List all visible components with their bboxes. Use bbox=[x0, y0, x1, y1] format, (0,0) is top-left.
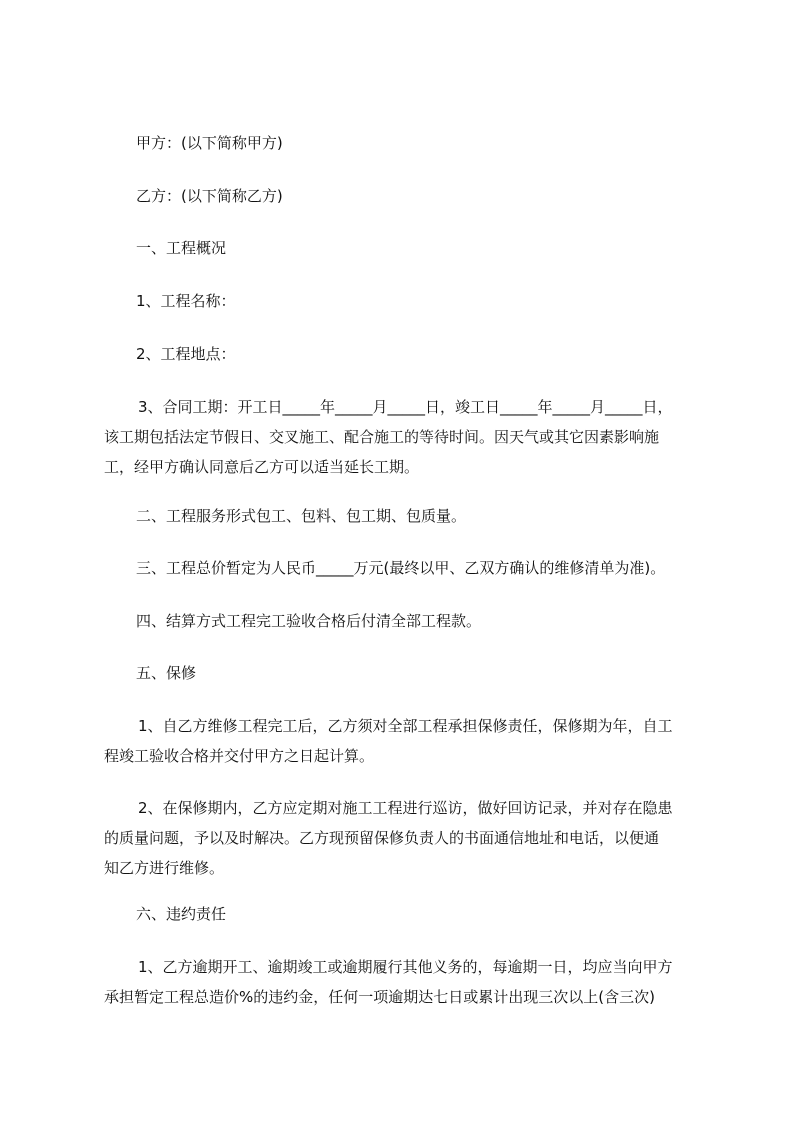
paragraph-line: 1、乙方逾期开工、逾期竣工或逾期履行其他义务的，每逾期一日，均应当向甲方 bbox=[138, 958, 673, 976]
paragraph-line: 知乙方进行维修。 bbox=[104, 859, 225, 877]
paragraph-line: 1、自乙方维修工程完工后，乙方须对全部工程承担保修责任，保修期为年，自工 bbox=[138, 717, 673, 735]
warranty-item-2 bbox=[104, 793, 704, 883]
section-1-title: 一、工程概况 bbox=[136, 239, 227, 257]
section-4-settlement: 四、结算方式工程完工验收合格后付清全部工程款。 bbox=[136, 612, 482, 630]
section-3-total-price: 三、工程总价暂定为人民币_____万元(最终以甲、乙双方确认的维修清单为准)。 bbox=[136, 559, 666, 577]
project-name-item: 1、工程名称： bbox=[136, 292, 236, 310]
section-5-title: 五、保修 bbox=[136, 664, 197, 682]
paragraph-line: 的质量问题，予以及时解决。乙方现预留保修负责人的书面通信地址和电话，以便通 bbox=[104, 829, 660, 847]
project-location-item: 2、工程地点： bbox=[136, 345, 236, 363]
paragraph-line: 程竣工验收合格并交付甲方之日起计算。 bbox=[104, 747, 375, 765]
section-2-service-form: 二、工程服务形式包工、包料、包工期、包质量。 bbox=[136, 507, 467, 525]
section-6-title: 六、违约责任 bbox=[136, 905, 227, 923]
paragraph-line: 2、在保修期内，乙方应定期对施工工程进行巡访，做好回访记录，并对存在隐患 bbox=[138, 799, 673, 817]
warranty-item-1 bbox=[104, 711, 704, 771]
paragraph-line: 承担暂定工程总造价%的违约金，任何一项逾期达七日或累计出现三次以上(含三次) bbox=[104, 988, 655, 1006]
breach-item-1 bbox=[104, 952, 704, 1012]
paragraph-line: 3、合同工期：开工日_____年_____月_____日，竣工日_____年_____月_____日， bbox=[138, 398, 673, 416]
party-a-line: 甲方：(以下简称甲方) bbox=[136, 134, 283, 152]
party-b-line: 乙方：(以下简称乙方) bbox=[136, 187, 283, 205]
paragraph-line: 该工期包括法定节假日、交叉施工、配合施工的等待时间。因天气或其它因素影响施 bbox=[104, 428, 660, 446]
paragraph-line: 工，经甲方确认同意后乙方可以适当延长工期。 bbox=[104, 458, 420, 476]
contract-period-paragraph bbox=[104, 392, 704, 482]
